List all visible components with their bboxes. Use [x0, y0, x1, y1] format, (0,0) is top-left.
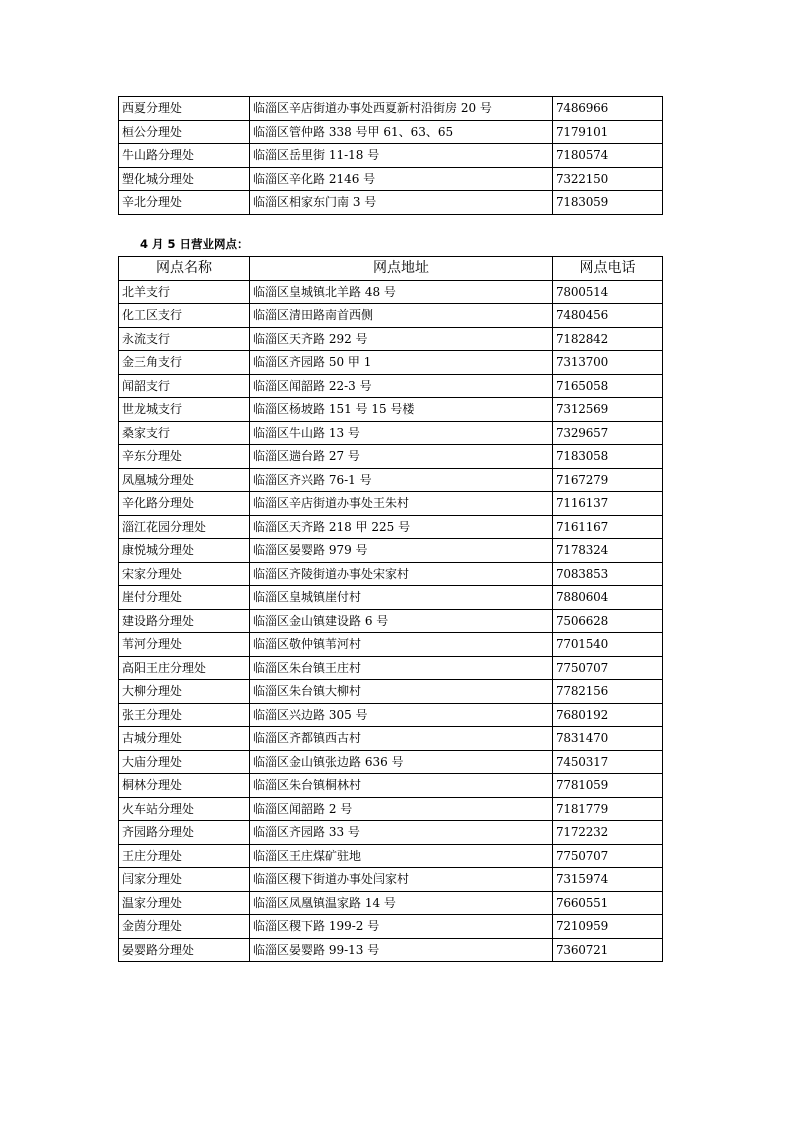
table-row	[119, 938, 663, 962]
branch-address-cell: 临淄区相家东门南 3 号	[250, 191, 553, 215]
table-row	[119, 97, 663, 121]
branch-name-cell: 化工区支行	[119, 304, 250, 328]
branch-name-cell: 大庙分理处	[119, 750, 250, 774]
branch-address-cell: 临淄区兴边路 305 号	[250, 703, 553, 727]
branch-address-cell: 临淄区金山镇张边路 636 号	[250, 750, 553, 774]
branch-address-cell: 临淄区遄台路 27 号	[250, 445, 553, 469]
branch-address-cell: 临淄区闻韶路 22-3 号	[250, 374, 553, 398]
branch-address-cell: 临淄区清田路南首西侧	[250, 304, 553, 328]
header-phone: 网点电话	[553, 257, 663, 281]
branch-name-cell: 凤凰城分理处	[119, 468, 250, 492]
branch-phone-cell: 7181779	[553, 797, 663, 821]
branch-name-cell: 齐园路分理处	[119, 821, 250, 845]
header-row	[119, 257, 663, 281]
table-row	[119, 844, 663, 868]
branch-name-cell: 古城分理处	[119, 727, 250, 751]
branch-address-cell: 临淄区天齐路 218 甲 225 号	[250, 515, 553, 539]
table-row	[119, 727, 663, 751]
branch-name-cell: 西夏分理处	[119, 97, 250, 121]
branch-address-cell: 临淄区朱台镇桐林村	[250, 774, 553, 798]
branch-name-cell: 大柳分理处	[119, 680, 250, 704]
table-row	[119, 445, 663, 469]
table-row	[119, 515, 663, 539]
table-row	[119, 398, 663, 422]
branch-phone-cell: 7750707	[553, 656, 663, 680]
branch-address-cell: 临淄区辛店街道办事处王朱村	[250, 492, 553, 516]
branch-phone-cell: 7322150	[553, 167, 663, 191]
table-row	[119, 468, 663, 492]
branch-phone-cell: 7210959	[553, 915, 663, 939]
branch-name-cell: 牛山路分理处	[119, 144, 250, 168]
branch-name-cell: 北羊支行	[119, 280, 250, 304]
branch-phone-cell: 7083853	[553, 562, 663, 586]
table-row	[119, 703, 663, 727]
table-row	[119, 868, 663, 892]
branch-name-cell: 桓公分理处	[119, 120, 250, 144]
branch-address-cell: 临淄区稷下街道办事处闫家村	[250, 868, 553, 892]
branch-address-cell: 临淄区朱台镇王庄村	[250, 656, 553, 680]
branch-address-cell: 临淄区岳里街 11-18 号	[250, 144, 553, 168]
table-row	[119, 492, 663, 516]
branch-name-cell: 建设路分理处	[119, 609, 250, 633]
branch-name-cell: 宋家分理处	[119, 562, 250, 586]
branch-phone-cell: 7701540	[553, 633, 663, 657]
section-heading: 4 月 5 日营业网点：	[140, 237, 249, 251]
branch-name-cell: 辛化路分理处	[119, 492, 250, 516]
branch-address-cell: 临淄区杨坡路 151 号 15 号楼	[250, 398, 553, 422]
branch-phone-cell: 7116137	[553, 492, 663, 516]
table-row	[119, 304, 663, 328]
branch-phone-cell: 7782156	[553, 680, 663, 704]
table-row	[119, 351, 663, 375]
header-name: 网点名称	[119, 257, 250, 281]
branch-phone-cell: 7165058	[553, 374, 663, 398]
table-row	[119, 915, 663, 939]
top-table-body	[119, 97, 663, 215]
branch-phone-cell: 7183058	[553, 445, 663, 469]
branch-phone-cell: 7182842	[553, 327, 663, 351]
branch-address-cell: 临淄区稷下路 199-2 号	[250, 915, 553, 939]
branch-address-cell: 临淄区晏婴路 979 号	[250, 539, 553, 563]
main-table-body	[119, 280, 663, 962]
branch-phone-cell: 7161167	[553, 515, 663, 539]
branch-name-cell: 永流支行	[119, 327, 250, 351]
branch-name-cell: 晏婴路分理处	[119, 938, 250, 962]
branch-name-cell: 金茵分理处	[119, 915, 250, 939]
branch-address-cell: 临淄区齐陵街道办事处宋家村	[250, 562, 553, 586]
branch-phone-cell: 7680192	[553, 703, 663, 727]
branch-address-cell: 临淄区管仲路 338 号甲 61、63、65	[250, 120, 553, 144]
branch-address-cell: 临淄区辛化路 2146 号	[250, 167, 553, 191]
table-row	[119, 680, 663, 704]
branch-name-cell: 淄江花园分理处	[119, 515, 250, 539]
table-row	[119, 821, 663, 845]
branch-phone-cell: 7329657	[553, 421, 663, 445]
table-row	[119, 656, 663, 680]
branch-address-cell: 临淄区齐园路 33 号	[250, 821, 553, 845]
table-row	[119, 120, 663, 144]
top-branch-table	[118, 96, 663, 215]
table-row	[119, 327, 663, 351]
branch-address-cell: 临淄区晏婴路 99-13 号	[250, 938, 553, 962]
branch-name-cell: 张王分理处	[119, 703, 250, 727]
table-row	[119, 421, 663, 445]
branch-phone-cell: 7660551	[553, 891, 663, 915]
branch-name-cell: 温家分理处	[119, 891, 250, 915]
branch-phone-cell: 7831470	[553, 727, 663, 751]
table-row	[119, 797, 663, 821]
branch-name-cell: 桐林分理处	[119, 774, 250, 798]
table-row	[119, 750, 663, 774]
branch-phone-cell: 7178324	[553, 539, 663, 563]
branch-address-cell: 临淄区凤凰镇温家路 14 号	[250, 891, 553, 915]
table-row	[119, 891, 663, 915]
branch-phone-cell: 7506628	[553, 609, 663, 633]
main-table-header	[119, 257, 663, 281]
branch-name-cell: 辛东分理处	[119, 445, 250, 469]
table-row	[119, 633, 663, 657]
branch-name-cell: 高阳王庄分理处	[119, 656, 250, 680]
branch-name-cell: 世龙城支行	[119, 398, 250, 422]
branch-name-cell: 闫家分理处	[119, 868, 250, 892]
table-row	[119, 562, 663, 586]
branch-address-cell: 临淄区齐兴路 76-1 号	[250, 468, 553, 492]
branch-phone-cell: 7480456	[553, 304, 663, 328]
branch-name-cell: 金三角支行	[119, 351, 250, 375]
branch-phone-cell: 7450317	[553, 750, 663, 774]
branch-name-cell: 塑化城分理处	[119, 167, 250, 191]
table-row	[119, 167, 663, 191]
branch-name-cell: 辛北分理处	[119, 191, 250, 215]
branch-address-cell: 临淄区天齐路 292 号	[250, 327, 553, 351]
branch-name-cell: 桑家支行	[119, 421, 250, 445]
branch-address-cell: 临淄区金山镇建设路 6 号	[250, 609, 553, 633]
branch-phone-cell: 7781059	[553, 774, 663, 798]
branch-phone-cell: 7183059	[553, 191, 663, 215]
table-row	[119, 539, 663, 563]
branch-phone-cell: 7880604	[553, 586, 663, 610]
main-branch-table	[118, 256, 663, 962]
branch-phone-cell: 7167279	[553, 468, 663, 492]
branch-address-cell: 临淄区齐园路 50 甲 1	[250, 351, 553, 375]
branch-address-cell: 临淄区闻韶路 2 号	[250, 797, 553, 821]
branch-phone-cell: 7360721	[553, 938, 663, 962]
branch-phone-cell: 7750707	[553, 844, 663, 868]
branch-phone-cell: 7172232	[553, 821, 663, 845]
table-row	[119, 191, 663, 215]
branch-name-cell: 王庄分理处	[119, 844, 250, 868]
branch-phone-cell: 7312569	[553, 398, 663, 422]
table-row	[119, 144, 663, 168]
branch-address-cell: 临淄区敬仲镇苇河村	[250, 633, 553, 657]
branch-address-cell: 临淄区王庄煤矿驻地	[250, 844, 553, 868]
branch-address-cell: 临淄区皇城镇北羊路 48 号	[250, 280, 553, 304]
branch-phone-cell: 7800514	[553, 280, 663, 304]
branch-name-cell: 苇河分理处	[119, 633, 250, 657]
branch-name-cell: 康悦城分理处	[119, 539, 250, 563]
table-row	[119, 609, 663, 633]
table-row	[119, 374, 663, 398]
table-row	[119, 774, 663, 798]
branch-name-cell: 火车站分理处	[119, 797, 250, 821]
branch-address-cell: 临淄区朱台镇大柳村	[250, 680, 553, 704]
branch-phone-cell: 7179101	[553, 120, 663, 144]
branch-phone-cell: 7180574	[553, 144, 663, 168]
branch-phone-cell: 7486966	[553, 97, 663, 121]
branch-address-cell: 临淄区辛店街道办事处西夏新村沿街房 20 号	[250, 97, 553, 121]
branch-phone-cell: 7315974	[553, 868, 663, 892]
branch-address-cell: 临淄区牛山路 13 号	[250, 421, 553, 445]
header-address: 网点地址	[250, 257, 553, 281]
branch-phone-cell: 7313700	[553, 351, 663, 375]
table-row	[119, 280, 663, 304]
branch-name-cell: 闻韶支行	[119, 374, 250, 398]
branch-address-cell: 临淄区齐都镇西古村	[250, 727, 553, 751]
branch-address-cell: 临淄区皇城镇崖付村	[250, 586, 553, 610]
branch-name-cell: 崖付分理处	[119, 586, 250, 610]
table-row	[119, 586, 663, 610]
